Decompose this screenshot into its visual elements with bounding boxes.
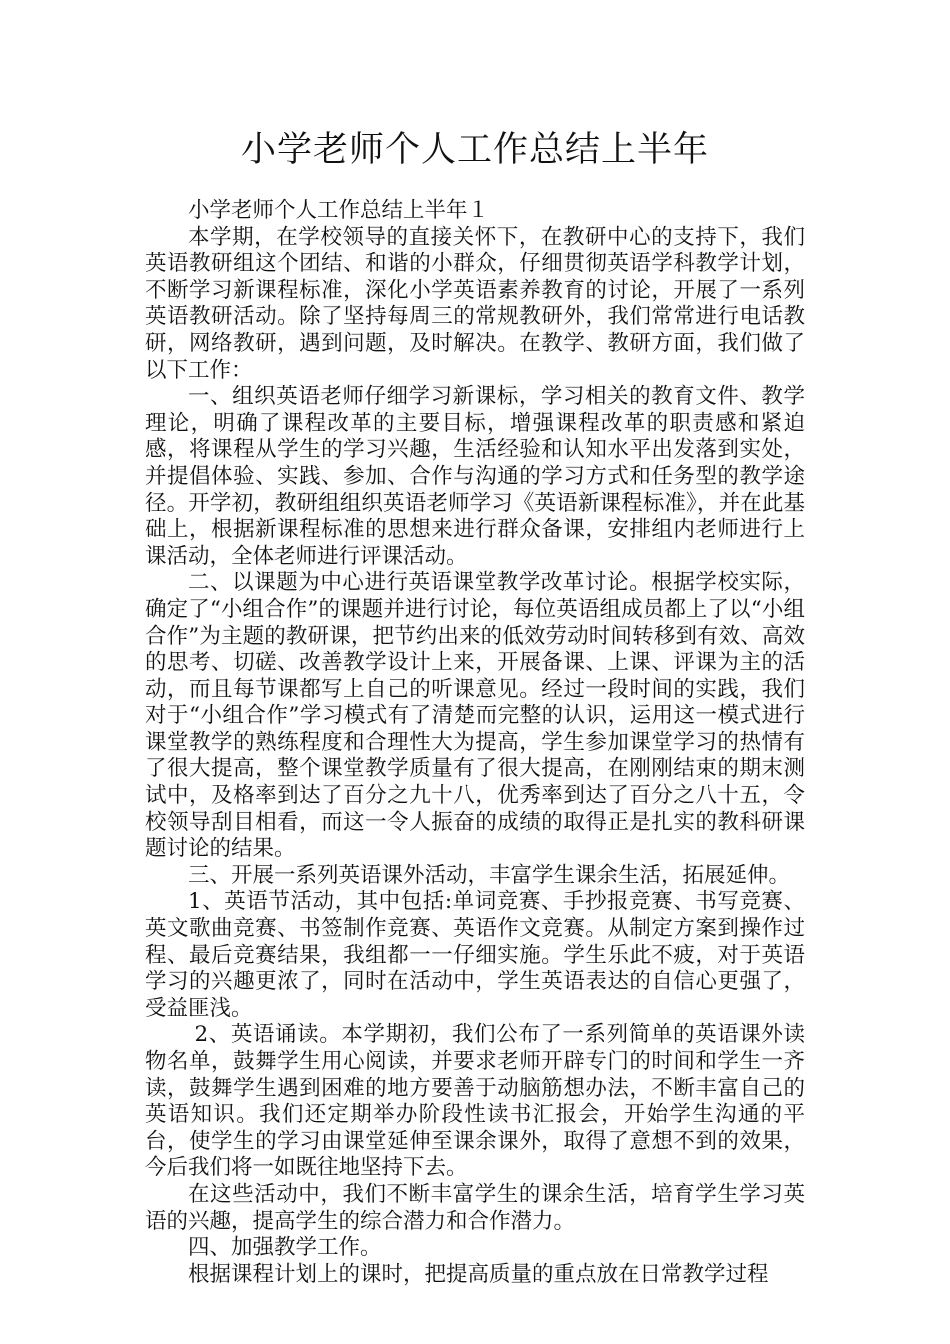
english-reading-paragraph: 2、英语诵读。本学期初，我们公布了一系列简单的英语课外读物名单，鼓舞学生用心阅读，并要求老师开辟专门的时间和学生一齐读，鼓舞学生遇到困难的地方要善于动脑筋想办法，不断丰富自己的英语知识。我们还定期举办阶段性读书汇报会，开始学生沟通的平台，使学生的学习由课堂延伸至课余课外，取得了意想不到的效果，今后我们将一如既往地坚持下去。 — [145, 1022, 805, 1181]
activities-summary-paragraph: 在这些活动中，我们不断丰富学生的课余生活，培育学生学习英语的兴趣，提高学生的综合潜力和合作潜力。 — [145, 1181, 805, 1234]
subtitle-paragraph: 小学老师个人工作总结上半年１ — [188, 198, 490, 223]
intro-paragraph: 本学期，在学校领导的直接关怀下，在教研中心的支持下，我们英语教研组这个团结、和谐的小群众，仔细贯彻英语学科教学计划，不断学习新课程标准，深化小学英语素养教育的讨论，开展了一系列英语教研活动。除了坚持每周三的常规教研外，我们常常进行电话教研，网络教研，遇到问题，及时解决。在教学、教研方面，我们做了以下工作： — [145, 224, 805, 383]
section-four-paragraph: 根据课程计划上的课时，把提高质量的重点放在日常教学过程 — [188, 1261, 769, 1287]
document-title: 小学老师个人工作总结上半年 — [240, 130, 709, 170]
section-one-paragraph: 一、组织英语老师仔细学习新课标，学习相关的教育文件、教学理论，明确了课程改革的主要目标，增强课程改革的职责感和紧迫感，将课程从学生的学习兴趣，生活经验和认知水平出发落到实处，并提倡体验、实践、参加、合作与沟通的学习方式和任务型的教学途径。开学初，教研组组织英语老师学习《英语新课程标准》，并在此基础上，根据新课程标准的思想来进行群众备课，安排组内老师进行上课活动，全体老师进行评课活动。 — [145, 384, 805, 569]
english-festival-paragraph: 1、英语节活动，其中包括:单词竞赛、手抄报竞赛、书写竞赛、英文歌曲竞赛、书签制作竞赛、英语作文竞赛。从制定方案到操作过程、最后竞赛结果，我组都一一仔细实施。学生乐此不疲，对于英语学习的兴趣更浓了，同时在活动中，学生英语表达的自信心更强了，受益匪浅。 — [145, 889, 805, 1021]
section-two-paragraph: 二、以课题为中心进行英语课堂教学改革讨论。根据学校实际，确定了“小组合作”的课题并进行讨论，每位英语组成员都上了以“小组合作”为主题的教研课，把节约出来的低效劳动时间转移到有效、高效的思考、切磋、改善教学设计上来，开展备课、上课、评课为主的活动，而且每节课都写上自己的听课意见。经过一段时间的实践，我们对于“小组合作”学习模式有了清楚而完整的认识，运用这一模式进行课堂教学的熟练程度和合理性大为提高，学生参加课堂学习的热情有了很大提高，整个课堂教学质量有了很大提高，在刚刚结束的期末测试中，及格率到达了百分之九十八，优秀率到达了百分之八十五，令校领导刮目相看，而这一令人振奋的成绩的取得正是扎实的教科研课题讨论的结果。 — [145, 570, 805, 862]
section-three-heading: 三、开展一系列英语课外活动，丰富学生课余生活，拓展延伸。 — [188, 862, 791, 888]
document-body — [145, 198, 805, 1288]
section-four-heading: 四、加强教学工作。 — [188, 1235, 382, 1261]
